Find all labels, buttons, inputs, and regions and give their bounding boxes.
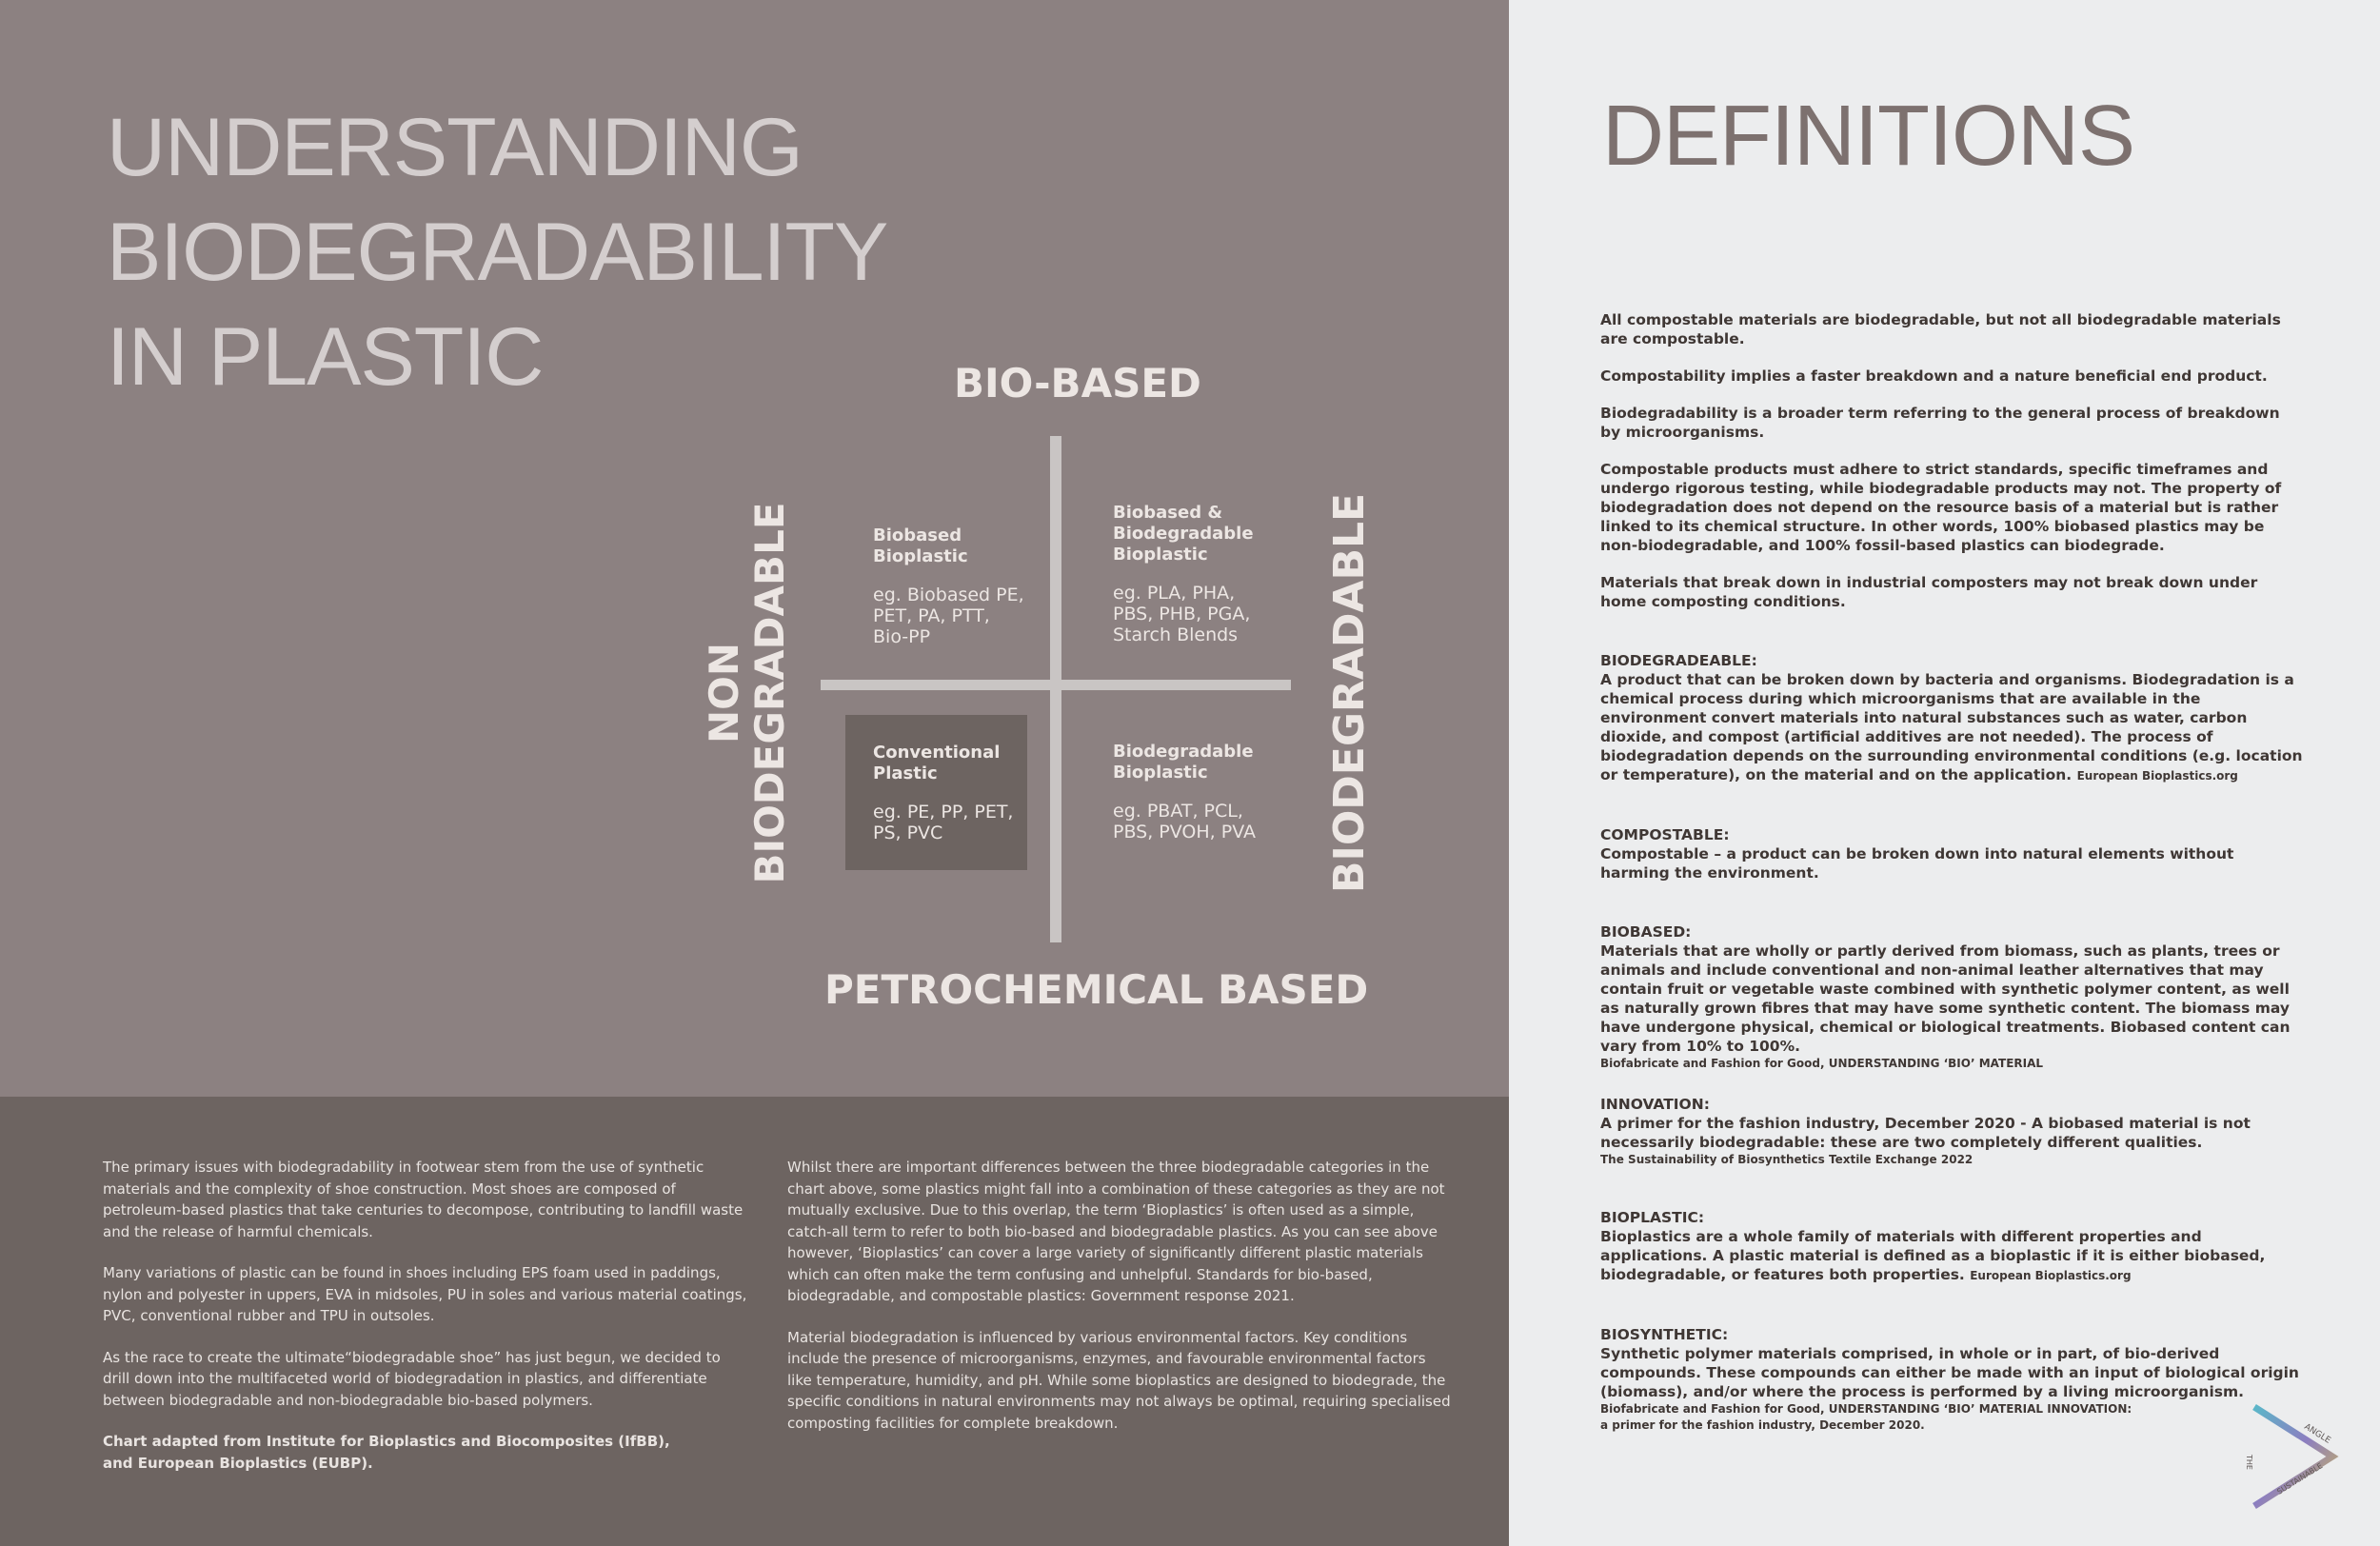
quadrant-example-line: eg. PE, PP, PET, — [873, 802, 1014, 823]
quadrant-title-line: Plastic — [873, 763, 938, 783]
definition-source: Biofabricate and Fashion for Good, UNDERSTANDING ‘BIO’ MATERIAL INNOVATION: — [1600, 1402, 2132, 1416]
axis-label-bio-based: BIO-BASED — [954, 360, 1201, 406]
definition-heading: BIOSYNTHETIC: — [1600, 1326, 1729, 1343]
page-title-line: UNDERSTANDING — [107, 102, 803, 193]
definition-source: European Bioplastics.org — [1970, 1269, 2132, 1282]
logo-chevron-shape — [2254, 1407, 2332, 1506]
definition-source: Biofabricate and Fashion for Good, UNDERSTANDING ‘BIO’ MATERIAL — [1600, 1057, 2044, 1070]
quadrant-title — [873, 525, 1024, 567]
axis-label-non-biodegradable — [702, 502, 793, 883]
axis-label-line: NON — [701, 643, 747, 744]
body-paragraph: Whilst there are important differences between the three biodegradable categories in the chart above, some plastics might fall into a combination of these categories as they are not mutually exclusive. Due to this overlap, the term ‘Bioplastics’ is often used as a simple, catch-all term to refer to both bio-based and biodegradable plastics. As you can see above however, ‘Bioplastics’ can cover a large variety of significantly different plastic materials which can often make the term confusing and unhelpful. Standards for bio-based, biodegradable, and compostable plastics: Government response 2021. — [787, 1159, 1445, 1304]
definition-biobased — [1600, 922, 2305, 1072]
page-title — [107, 95, 887, 409]
quadrant-title — [1113, 742, 1256, 783]
chart-credit — [103, 1431, 750, 1474]
quadrant-title-line: Biobased & — [1113, 503, 1223, 523]
quadrant-examples — [873, 802, 1013, 843]
definitions-list — [1600, 310, 2305, 1474]
definition-source: a primer for the fashion industry, December 2020. — [1600, 1418, 1925, 1432]
body-paragraph: Many variations of plastic can be found in shoes including EPS foam used in paddings, nylon and polyester in uppers, EVA in midsoles, PU in soles and various material coatings, PVC, conventional rubber and TPU in outsoles. — [103, 1264, 747, 1324]
quadrant-examples — [1113, 801, 1256, 842]
quadrant-examples — [873, 585, 1024, 647]
chart-credit-line: and European Bioplastics (EUBP). — [103, 1454, 373, 1472]
body-paragraph: As the race to create the ultimate“biodegradable shoe” has just begun, we decided to drill down into the multifaceted world of biodegradation in plastics, and differentiate between biodegradable and non-biodegradable bio-based polymers. — [103, 1348, 721, 1409]
quadrant-example-line: Starch Blends — [1113, 624, 1239, 645]
definitions-title: DEFINITIONS — [1602, 89, 2135, 184]
quadrant-biobased-biodegradable — [1113, 503, 1254, 645]
definition-compostable — [1600, 825, 2305, 882]
definition-heading: BIODEGRADEABLE: — [1600, 652, 1757, 669]
axis-label-petrochemical: PETROCHEMICAL BASED — [824, 966, 1369, 1013]
quadrant-title-line: Bioplastic — [1113, 545, 1208, 565]
quadrant-examples — [1113, 583, 1254, 645]
quadrant-title — [1113, 503, 1254, 565]
body-column-left — [103, 1157, 750, 1494]
quadrant-title-line: Biobased — [873, 525, 962, 545]
definition-text: Bioplastics are a whole family of materials with different properties and applications. A plastic material is defined as a bioplastic if it is either biobased, biodegradable, or features both properties. — [1600, 1228, 2266, 1283]
quadrant-example-line: PBS, PVOH, PVA — [1113, 822, 1256, 842]
definition-text: Compostable – a product can be broken down into natural elements without harming the environment. — [1600, 845, 2234, 882]
quadrant-title-line: Conventional — [873, 743, 1001, 763]
quadrant-biodegradable-bioplastic — [1113, 742, 1256, 842]
quadrant-example-line: eg. Biobased PE, — [873, 585, 1024, 605]
definition-text: Materials that are wholly or partly derived from biomass, such as plants, trees or animals and include conventional and non-animal leather alternatives that may contain fruit or vegetable waste combined with synthetic polymer content, as well as naturally grown fibres that may have some synthetic content. The biomass may have undergone physical, chemical or biological treatments. Biobased content can vary from 10% to 100%. — [1600, 942, 2291, 1055]
definition-source: The Sustainability of Biosynthetics Textile Exchange 2022 — [1600, 1153, 1973, 1166]
definition-biosynthetic — [1600, 1325, 2305, 1434]
definition-text: A primer for the fashion industry, December 2020 - A biobased material is not necessarily biodegradable: these are two completely different qualities. — [1600, 1115, 2251, 1151]
definition-heading: BIOBASED: — [1600, 923, 1692, 941]
quadrant-title-line: Biodegradable — [1113, 524, 1254, 544]
definition-bioplastic — [1600, 1208, 2305, 1285]
axis-label-biodegradable: BIODEGRADABLE — [1325, 492, 1374, 894]
body-paragraph: The primary issues with biodegradability in footwear stem from the use of synthetic materials and the complexity of shoe construction. Most shoes are composed of petroleum-based plastics that take centuries to decompose, contributing to landfill waste and the release of harmful chemicals. — [103, 1159, 744, 1240]
horizontal-axis — [821, 680, 1291, 690]
quadrant-title — [873, 743, 1013, 784]
intro-paragraph: Compostability implies a faster breakdown and a nature beneficial end product. — [1600, 367, 2268, 385]
body-paragraph: Material biodegradation is influenced by various environmental factors. Key conditions include the presence of microorganisms, enzymes, and favourable environmental factors like temperature, humidity, and pH. While some bioplastics are designed to biodegrade, the specific conditions in natural environments may not always be optimal, requiring specialised composting facilities for complete breakdown. — [787, 1328, 1451, 1432]
intro-paragraph: Biodegradability is a broader term referring to the general process of breakdown by microorganisms. — [1600, 405, 2280, 441]
logo-word: SUSTAINABLE — [2275, 1461, 2325, 1496]
definition-source: European Bioplastics.org — [2076, 769, 2238, 783]
page-title-line: BIODEGRADABILITY — [107, 207, 888, 298]
body-column-right — [787, 1157, 1454, 1454]
definition-text: Synthetic polymer materials comprised, in whole or in part, of bio-derived compounds. These compounds can either be made with an input of biological origin (biomass), and/or where the process is performed by a living microorganism. — [1600, 1345, 2299, 1400]
definition-heading: COMPOSTABLE: — [1600, 826, 1730, 843]
intro-paragraph: Materials that break down in industrial composters may not break down under home composting conditions. — [1600, 574, 2258, 610]
chart-credit-line: Chart adapted from Institute for Bioplastics and Biocomposites (IfBB), — [103, 1433, 670, 1450]
intro-paragraph: Compostable products must adhere to strict standards, specific timeframes and undergo rigorous testing, while biodegradable products may not. The property of biodegradation does not depend on the resource basis of a material but is rather linked to its chemical structure. In other words, 100% biobased plastics may be non-biodegradable, and 100% fossil-based plastics can biodegrade. — [1600, 461, 2282, 554]
definition-innovation — [1600, 1095, 2305, 1168]
quadrant-example-line: eg. PLA, PHA, — [1113, 583, 1236, 604]
quadrant-example-line: PET, PA, PTT, — [873, 605, 990, 626]
quadrant-example-line: eg. PBAT, PCL, — [1113, 801, 1243, 822]
definition-heading: BIOPLASTIC: — [1600, 1209, 1705, 1226]
page-title-line: IN PLASTIC — [107, 311, 544, 403]
quadrant-biobased-bioplastic — [873, 525, 1024, 647]
quadrant-title-line: Bioplastic — [873, 546, 968, 566]
quadrant-example-line: PBS, PHB, PGA, — [1113, 604, 1251, 624]
axis-label-line: BIODEGRADABLE — [746, 502, 793, 884]
logo-word: ANGLE — [2302, 1422, 2332, 1446]
quadrant-conventional-plastic — [873, 743, 1013, 843]
quadrant-example-line: PS, PVC — [873, 823, 943, 843]
definition-text: A product that can be broken down by bacteria and organisms. Biodegradation is a chemical process during which microorganisms that are available in the environment convert materials into natural substances such as water, carbon dioxide, and compost (artificial additives are not needed). The process of biodegradation depends on the surrounding environmental conditions (e.g. location or temperature), on the material and on the application. — [1600, 671, 2303, 783]
intro-paragraph: All compostable materials are biodegradable, but not all biodegradable materials are compostable. — [1600, 311, 2281, 347]
sustainable-angle-logo — [2228, 1399, 2342, 1514]
definition-heading: INNOVATION: — [1600, 1096, 1710, 1113]
logo-word: THE — [2245, 1455, 2253, 1470]
quadrant-title-line: Biodegradable — [1113, 742, 1254, 762]
quadrant-title-line: Bioplastic — [1113, 763, 1208, 783]
definition-biodegradable — [1600, 651, 2305, 785]
quadrant-example-line: Bio-PP — [873, 626, 931, 647]
